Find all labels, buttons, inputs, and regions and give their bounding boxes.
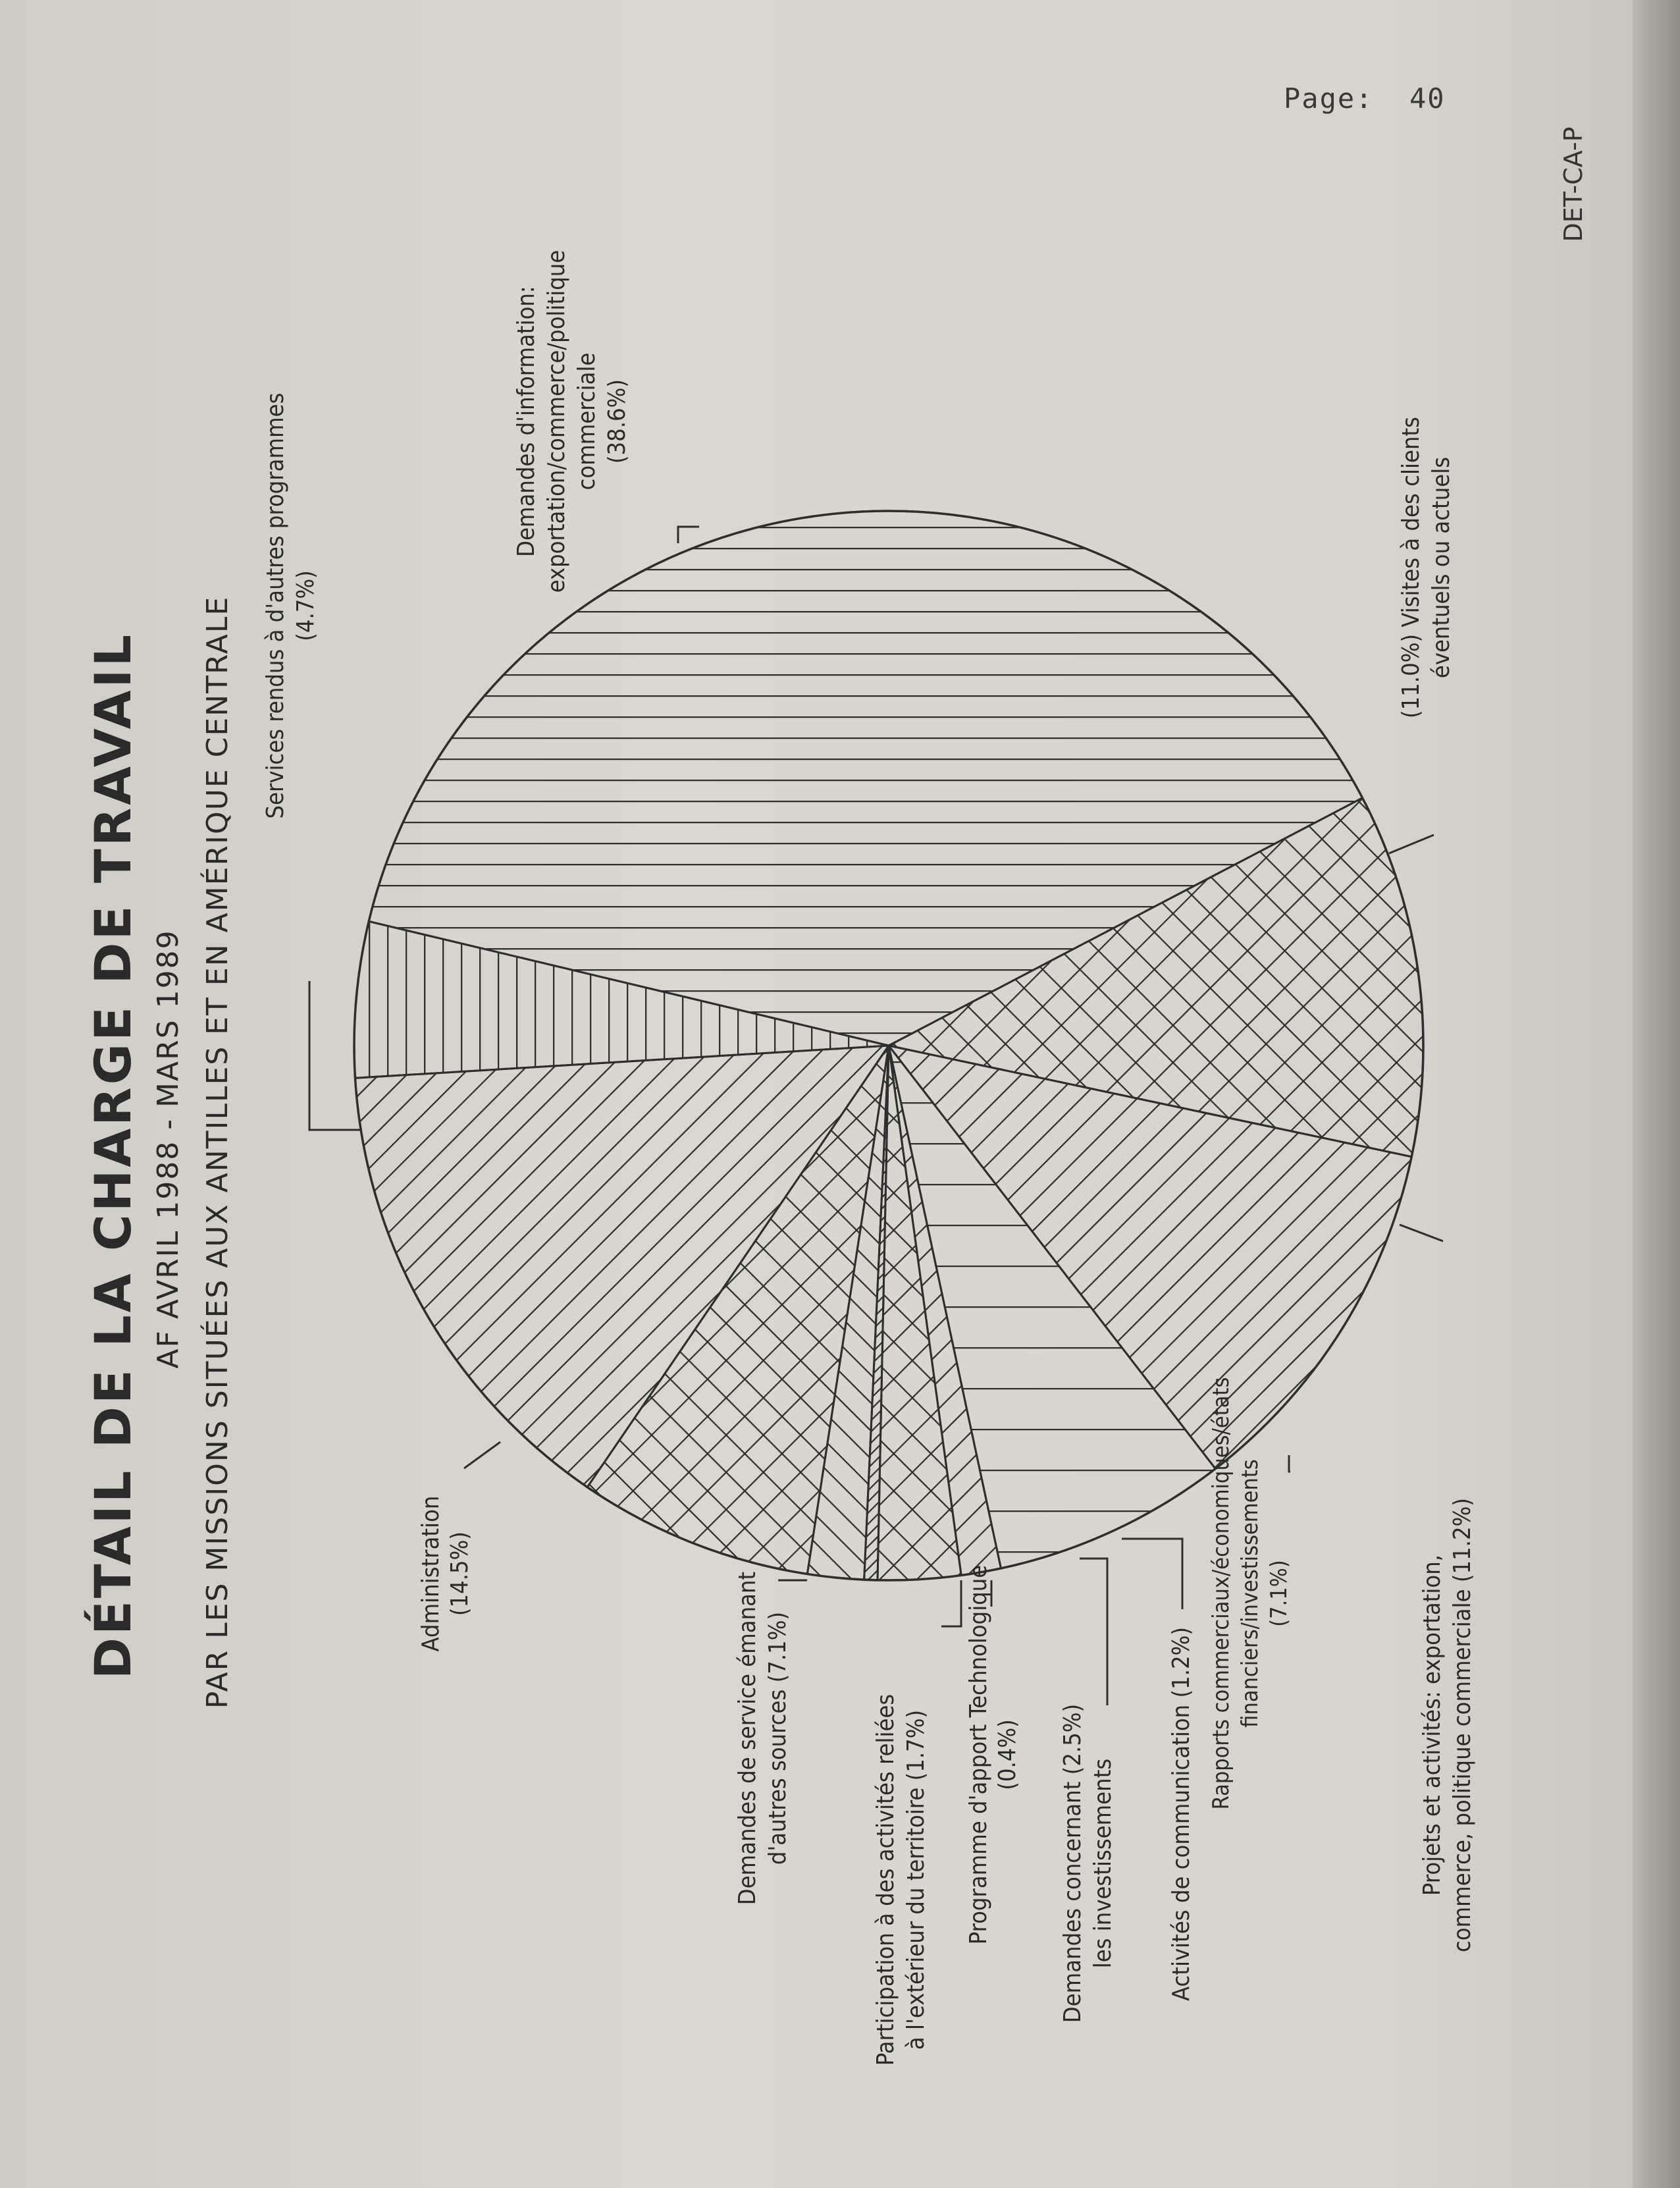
chart-titles (84, 596, 234, 1709)
slice-text-visites: Visites à des clients (1398, 416, 1425, 627)
slice-text-service: Demandes de service émanant (734, 1571, 761, 1906)
slice-pct-technologique: (0.4%) (994, 1719, 1021, 1790)
svg-text:à l'extérieur du territoire ( (903, 1710, 930, 2050)
leader-rapports (1289, 1455, 1290, 1472)
page-value: 40 (1409, 82, 1446, 115)
slice-text-visites: éventuels ou actuels (1428, 456, 1455, 679)
leader-communication (1122, 1539, 1182, 1609)
svg-text:Demandes concernant (2.5%) (1059, 1704, 1086, 2023)
page-label: Page: (1284, 82, 1374, 115)
slice-text-info: Demandes d'information: (513, 286, 540, 557)
slice-pct-rapports: (7.1%) (1266, 1560, 1292, 1627)
slice-label-technologique (965, 1565, 1021, 1944)
slice-label-rapports (1208, 1377, 1292, 1810)
slice-pct-info: (38.6%) (604, 379, 631, 464)
slice-label-service (734, 1572, 791, 1905)
slice-text-investissements: les investissements (1089, 1758, 1116, 1969)
slice-pct-administration: (14.5%) (446, 1531, 473, 1616)
pie-slices (354, 511, 1423, 1580)
slice-pct-projets: (11.2%) (1449, 1497, 1476, 1583)
slice-text-autres: Services rendus à d'autres programmes (262, 392, 289, 819)
slice-text-info: commerciale (573, 352, 600, 491)
slice-pct-autres: (4.7%) (292, 570, 319, 641)
slice-pct-visites: (11.0%) (1398, 627, 1425, 719)
svg-text:(11.0%) Visites à des clients (1398, 417, 1425, 718)
slice-pct-communication: (1.2%) (1168, 1626, 1195, 1698)
slice-text-rapports: Rapports commerciaux/économiques/états (1208, 1377, 1234, 1810)
slice-text-communication: Activités de communication (1168, 1697, 1195, 2002)
leader-participation (941, 1580, 961, 1626)
chart-subtitle-1: AF AVRIL 1988 - MARS 1989 (151, 929, 185, 1369)
slice-text-projets: commerce, politique commerciale (1449, 1582, 1476, 1953)
slice-label-info (513, 250, 631, 593)
chart-subtitle-2: PAR LES MISSIONS SITUÉES AUX ANTILLES ET EN AMÉRIQUE CENTRALE (201, 595, 234, 1709)
slice-text-projets: Projets et activités: exportation, (1419, 1554, 1446, 1896)
slice-text-rapports: financiers/investissements (1237, 1459, 1263, 1728)
slice-pct-service: (7.1%) (764, 1611, 791, 1683)
slice-text-technologique: Programme d'apport Technologique (965, 1564, 992, 1945)
doc-code: DET-CA-P (1559, 126, 1588, 242)
slice-label-projets (1419, 1498, 1476, 1952)
slice-text-participation: Participation à des activités reliées (872, 1694, 899, 2066)
slice-label-investissements (1059, 1704, 1116, 2023)
slice-text-info: exportation/commerce/politique (543, 250, 570, 593)
slice-text-investissements: Demandes concernant (1059, 1774, 1086, 2023)
chart-title: DÉTAIL DE LA CHARGE DE TRAVAIL (84, 631, 142, 1680)
slice-label-participation (872, 1694, 930, 2066)
slice-label-communication (1168, 1627, 1195, 2001)
slice-text-service: d'autres sources (764, 1682, 791, 1865)
slice-pct-investissements: (2.5%) (1059, 1703, 1086, 1775)
slice-label-administration (417, 1496, 473, 1652)
leader-visites (1389, 835, 1434, 853)
slice-label-visites (1398, 417, 1455, 718)
slice-pct-participation: (1.7%) (903, 1709, 930, 1781)
svg-text:commerce, politique commercial (1449, 1498, 1476, 1952)
slice-text-administration: Administration (417, 1495, 444, 1652)
leader-administration (464, 1442, 500, 1468)
slice-text-participation: à l'extérieur du territoire (903, 1780, 930, 2050)
leader-investissements (1080, 1559, 1107, 1705)
svg-text:Activités de communication (1 (1168, 1627, 1195, 2001)
svg-text:d'autres sources (7.1%) (764, 1612, 791, 1865)
leader-info (678, 527, 699, 543)
leader-projets (1400, 1225, 1443, 1241)
slice-label-autres (262, 393, 319, 819)
